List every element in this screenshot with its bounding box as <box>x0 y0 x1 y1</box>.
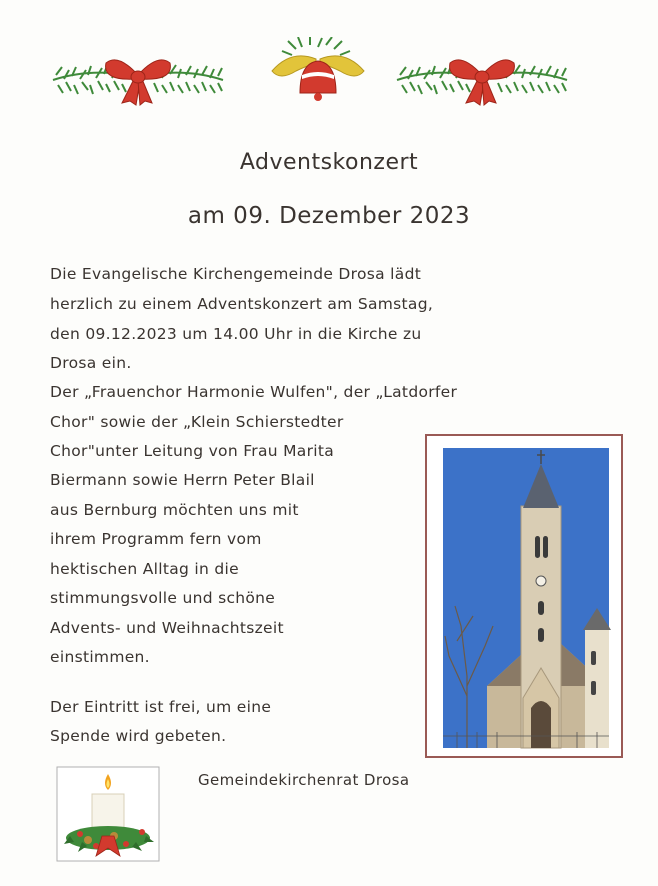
body-line: stimmungsvolle und schöne <box>50 589 276 607</box>
admission-line: Spende wird gebeten. <box>50 727 227 745</box>
body-line: Der „Frauenchor Harmonie Wulfen", der „Latdorfer <box>50 383 458 401</box>
christmas-bell-icon <box>266 37 370 105</box>
page-title: Adventskonzert <box>239 150 419 175</box>
bow-garland-left-icon <box>48 45 228 107</box>
bow-garland-right-icon <box>392 45 572 107</box>
admission-line: Der Eintritt ist frei, um eine <box>50 698 272 716</box>
body-line: Chor"unter Leitung von Frau Marita <box>50 442 335 460</box>
body-line: hektischen Alltag in die <box>50 560 239 578</box>
church-photo <box>427 436 621 756</box>
body-line: Advents- und Weihnachtszeit <box>50 619 284 637</box>
body-line: einstimmen. <box>50 648 150 666</box>
advent-candle-icon <box>56 766 160 862</box>
signature: Gemeindekirchenrat Drosa <box>198 771 410 789</box>
body-line: Biermann sowie Herrn Peter Blail <box>50 471 315 489</box>
body-line: herzlich zu einem Adventskonzert am Samstag, <box>50 295 434 313</box>
body-line: ihrem Programm fern vom <box>50 530 262 548</box>
church-photo-frame <box>425 434 623 758</box>
body-line: den 09.12.2023 um 14.00 Uhr in die Kirche zu <box>50 325 422 343</box>
body-line: Die Evangelische Kirchengemeinde Drosa lädt <box>50 265 422 283</box>
event-date: am 09. Dezember 2023 <box>187 203 471 229</box>
body-line: Chor" sowie der „Klein Schierstedter <box>50 413 344 431</box>
body-line: Drosa ein. <box>50 354 132 372</box>
body-line: aus Bernburg möchten uns mit <box>50 501 299 519</box>
